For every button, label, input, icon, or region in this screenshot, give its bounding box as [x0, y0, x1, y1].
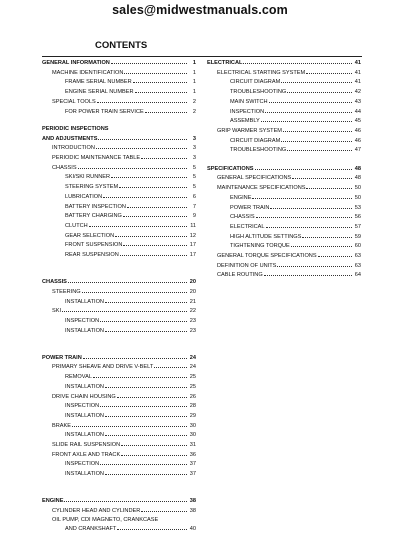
toc-entry[interactable]: [42, 231, 196, 241]
toc-entry-title: FRONT SUSPENSION: [65, 242, 123, 249]
toc-entry-title: INSPECTION: [65, 403, 100, 410]
toc-entry-title: INSTALLATION: [65, 432, 104, 439]
toc-entry[interactable]: [42, 421, 196, 431]
toc-section-heading[interactable]: [42, 277, 196, 287]
toc-page-number: 25: [189, 374, 196, 381]
toc-entry[interactable]: [42, 143, 196, 153]
toc-entry[interactable]: [207, 261, 361, 271]
toc-leader-dots: [291, 241, 352, 247]
toc-page-number: 29: [189, 412, 196, 419]
toc-entry[interactable]: [42, 182, 196, 192]
toc-leader-dots: [119, 182, 187, 188]
toc-entry-title: FRAME SERIAL NUMBER: [65, 79, 132, 86]
toc-leader-dots: [105, 430, 187, 436]
toc-leader-dots: [159, 516, 187, 521]
toc-leader-dots: [306, 183, 352, 189]
toc-page-number: 64: [354, 272, 361, 279]
toc-leader-dots: [105, 326, 187, 332]
toc-page-number: 31: [189, 442, 196, 449]
toc-page-number: 5: [192, 174, 196, 181]
toc-entry-title: CYLINDER HEAD AND CYLINDER: [52, 507, 141, 514]
toc-page-number: 24: [189, 354, 196, 361]
toc-spacer: [42, 479, 196, 488]
toc-entry[interactable]: [207, 145, 361, 155]
toc-entry-title: POWER TRAIN: [42, 354, 82, 361]
toc-leader-dots: [121, 450, 187, 456]
toc-entry-title: INTRODUCTION: [52, 145, 95, 152]
toc-leader-dots: [83, 353, 187, 359]
toc-entry[interactable]: [42, 306, 196, 316]
toc-leader-dots: [68, 277, 187, 283]
toc-entry-title: INSTALLATION: [65, 471, 104, 478]
toc-leader-dots: [269, 97, 352, 103]
toc-page-number: 57: [354, 223, 361, 230]
toc-entry[interactable]: [42, 450, 196, 460]
toc-entry-title: TROUBLESHOOTING: [230, 89, 287, 96]
toc-entry[interactable]: [207, 183, 361, 193]
toc-entry-title: MAINTENANCE SPECIFICATIONS: [217, 185, 306, 192]
toc-page-number: 20: [189, 279, 196, 286]
toc-entry-title: CHASSIS: [52, 164, 77, 171]
toc-entry-title: ENGINE: [230, 194, 252, 201]
toc-leader-dots: [97, 97, 187, 103]
toc-page-number: 63: [354, 253, 361, 260]
toc-page-number: 21: [189, 298, 196, 305]
toc-leader-dots: [145, 107, 187, 113]
toc-entry[interactable]: [207, 193, 361, 203]
toc-leader-dots: [93, 372, 187, 378]
toc-leader-dots: [127, 202, 187, 208]
toc-entry-title: FRONT AXLE AND TRACK: [52, 451, 121, 458]
toc-entry-title: STEERING SYSTEM: [65, 184, 119, 191]
toc-spacer: [207, 155, 361, 164]
toc-leader-dots: [78, 163, 187, 169]
toc-entry[interactable]: [42, 250, 196, 260]
toc-leader-dots: [252, 193, 352, 199]
toc-entry[interactable]: [42, 107, 196, 117]
toc-page-number: 1: [192, 69, 196, 76]
toc-entry-title: TIGHTENING TORQUE: [230, 243, 290, 250]
toc-entry[interactable]: [207, 270, 361, 280]
toc-entry-title: REAR SUSPENSION: [65, 252, 119, 259]
toc-leader-dots: [266, 222, 352, 228]
toc-entry[interactable]: [207, 251, 361, 261]
toc-left-column: [42, 58, 196, 534]
toc-entry-title: REMOVAL: [65, 374, 92, 381]
toc-leader-dots: [133, 77, 187, 83]
toc-entry[interactable]: [42, 516, 196, 525]
toc-page-number: 37: [189, 461, 196, 468]
toc-leader-dots: [277, 261, 352, 267]
toc-leader-dots: [243, 58, 352, 64]
toc-entry[interactable]: [42, 172, 196, 182]
toc-page-number: 56: [354, 214, 361, 221]
toc-leader-dots: [287, 145, 352, 151]
toc-entry-title: INSTALLATION: [65, 298, 104, 305]
toc-entry[interactable]: [42, 97, 196, 107]
toc-entry-title: CIRCUIT DIAGRAM: [230, 137, 281, 144]
toc-entry[interactable]: [42, 469, 196, 479]
toc-page-number: 5: [192, 164, 196, 171]
toc-leader-dots: [120, 250, 187, 256]
toc-entry[interactable]: [42, 326, 196, 336]
toc-page-number: 20: [189, 288, 196, 295]
toc-section-heading[interactable]: [42, 58, 196, 68]
toc-entry-title: INSPECTION: [65, 461, 100, 468]
toc-page-number: 46: [354, 137, 361, 144]
toc-leader-dots: [121, 440, 187, 446]
toc-page-number: 9: [192, 213, 196, 220]
toc-leader-dots: [306, 68, 352, 74]
toc-entry[interactable]: [42, 163, 196, 173]
toc-spacer: [42, 488, 196, 497]
toc-leader-dots: [255, 164, 352, 170]
toc-page-number: 41: [354, 79, 361, 86]
toc-entry-title: OIL PUMP, CDI MAGNETO, CRANKCASE: [52, 516, 159, 523]
toc-page-number: 48: [354, 175, 361, 182]
toc-entry[interactable]: [42, 440, 196, 450]
toc-entry-title: SPECIAL TOOLS: [52, 98, 96, 105]
toc-entry[interactable]: [207, 241, 361, 251]
toc-entry-title: ENGINE: [42, 498, 64, 505]
toc-entry-title: PERIODIC MAINTENANCE TABLE: [52, 155, 141, 162]
toc-entry[interactable]: [42, 240, 196, 250]
title-divider: [42, 56, 362, 57]
toc-page-number: 41: [354, 69, 361, 76]
toc-leader-dots: [117, 392, 187, 398]
toc-spacer: [42, 260, 196, 269]
toc-leader-dots: [141, 153, 187, 159]
toc-entry[interactable]: [207, 87, 361, 97]
toc-leader-dots: [105, 382, 187, 388]
toc-page-number: 53: [354, 204, 361, 211]
toc-entry[interactable]: [42, 297, 196, 307]
toc-entry[interactable]: [42, 382, 196, 392]
toc-leader-dots: [302, 232, 352, 238]
toc-page-number: 50: [354, 185, 361, 192]
toc-leader-dots: [111, 172, 187, 178]
toc-section-heading[interactable]: [207, 58, 361, 68]
toc-entry[interactable]: [42, 506, 196, 516]
toc-page-number: 17: [189, 242, 196, 249]
toc-entry-title: PERIODIC INSPECTIONS: [42, 125, 109, 132]
toc-spacer: [42, 335, 196, 344]
toc-page-number: 26: [189, 393, 196, 400]
toc-entry-title: INSTALLATION: [65, 412, 104, 419]
toc-page-number: 28: [189, 403, 196, 410]
toc-spacer: [42, 116, 196, 125]
toc-entry-title: ENGINE SERIAL NUMBER: [65, 89, 134, 96]
toc-entry-title: GENERAL INFORMATION: [42, 60, 110, 66]
toc-page-number: 50: [354, 194, 361, 201]
toc-page-number: 38: [189, 498, 196, 505]
toc-entry-title: SLIDE RAIL SUSPENSION: [52, 442, 121, 449]
header-email[interactable]: sales@midwestmanuals.com: [112, 3, 288, 17]
toc-leader-dots: [105, 411, 187, 417]
toc-leader-dots: [100, 459, 187, 465]
toc-entry[interactable]: [42, 192, 196, 202]
toc-entry[interactable]: [207, 212, 361, 222]
toc-entry-title: BATTERY CHARGING: [65, 213, 122, 220]
toc-entry[interactable]: [42, 372, 196, 382]
toc-leader-dots: [292, 173, 352, 179]
toc-leader-dots: [110, 125, 187, 130]
toc-entry-title: DRIVE CHAIN HOUSING: [52, 393, 116, 400]
toc-page-number: 3: [192, 135, 196, 142]
toc-page-number: 2: [192, 108, 196, 115]
toc-entry-title: PRIMARY SHEAVE AND DRIVE V-BELT: [52, 364, 154, 371]
toc-entry[interactable]: [42, 202, 196, 212]
toc-entry[interactable]: [42, 524, 196, 534]
toc-page-number: 22: [189, 308, 196, 315]
toc-entry[interactable]: [207, 203, 361, 213]
toc-leader-dots: [264, 270, 352, 276]
toc-page-number: 1: [192, 79, 196, 86]
toc-leader-dots: [135, 87, 188, 93]
toc-page-number: 12: [189, 232, 196, 239]
toc-entry-title: ASSEMBLY: [230, 118, 260, 125]
toc-leader-dots: [283, 126, 352, 132]
toc-entry[interactable]: [42, 411, 196, 421]
toc-entry-title: CHASSIS: [42, 279, 67, 286]
toc-page-number: 1: [192, 60, 196, 66]
toc-leader-dots: [115, 231, 187, 237]
toc-page-number: 1: [192, 89, 196, 96]
toc-leader-dots: [103, 192, 187, 198]
toc-page-number: 23: [189, 317, 196, 324]
toc-page-number: 60: [354, 243, 361, 250]
toc-entry-title: GENERAL TORQUE SPECIFICATIONS: [217, 253, 317, 260]
toc-entry[interactable]: [207, 107, 361, 117]
toc-entry-title: INSPECTION: [65, 317, 100, 324]
toc-leader-dots: [96, 143, 187, 149]
toc-entry-title: SKI: [52, 308, 62, 315]
toc-right-column: [207, 58, 361, 280]
toc-entry-title: STEERING: [52, 288, 81, 295]
toc-entry-title: ELECTRICAL: [230, 223, 265, 230]
toc-page-number: 46: [354, 127, 361, 134]
toc-entry-title: ELECTRICAL: [207, 60, 243, 66]
toc-entry[interactable]: [42, 77, 196, 87]
toc-leader-dots: [100, 401, 187, 407]
toc-page-number: 37: [189, 471, 196, 478]
toc-entry-title: FOR POWER TRAIN SERVICE: [65, 108, 144, 115]
toc-page-number: 40: [189, 526, 196, 533]
toc-entry-title: BRAKE: [52, 422, 71, 429]
toc-page-number: 23: [189, 327, 196, 334]
toc-leader-dots: [100, 316, 187, 322]
toc-leader-dots: [89, 221, 187, 227]
toc-entry-title: AND CRANKSHAFT: [65, 526, 117, 533]
toc-leader-dots: [72, 421, 187, 427]
toc-entry-title: TROUBLESHOOTING: [230, 147, 287, 154]
toc-entry-title: GRIP WARMER SYSTEM: [217, 127, 282, 134]
toc-page-number: 11: [190, 222, 196, 229]
toc-page-number: 25: [189, 383, 196, 390]
toc-entry-title: CABLE ROUTING: [217, 272, 263, 279]
toc-leader-dots: [124, 68, 187, 74]
toc-entry[interactable]: [42, 153, 196, 163]
toc-leader-dots: [64, 496, 187, 502]
toc-leader-dots: [82, 287, 187, 293]
toc-page-number: 24: [189, 364, 196, 371]
toc-leader-dots: [117, 524, 187, 530]
toc-leader-dots: [281, 77, 352, 83]
toc-entry[interactable]: [207, 232, 361, 242]
toc-page-number: 6: [192, 193, 196, 200]
toc-entry[interactable]: [42, 430, 196, 440]
toc-entry[interactable]: [42, 362, 196, 372]
toc-entry-title: CIRCUIT DIAGRAM: [230, 79, 281, 86]
toc-entry[interactable]: [207, 173, 361, 183]
toc-leader-dots: [270, 203, 352, 209]
toc-entry-title: POWER TRAIN: [230, 204, 270, 211]
toc-spacer: [42, 268, 196, 277]
toc-page-number: 47: [354, 147, 361, 154]
page-title: CONTENTS: [95, 40, 148, 51]
toc-section-heading[interactable]: [42, 125, 196, 134]
toc-page-number: 7: [192, 203, 196, 210]
toc-leader-dots: [154, 362, 187, 368]
toc-page-number: 45: [354, 118, 361, 125]
toc-entry-title: SPECIFICATIONS: [207, 165, 254, 172]
toc-entry-title: GEAR SELECTION: [65, 232, 115, 239]
toc-entry-title: INSTALLATION: [65, 327, 104, 334]
toc-page-number: 44: [354, 108, 361, 115]
toc-page-number: 59: [354, 233, 361, 240]
toc-entry[interactable]: [42, 87, 196, 97]
toc-entry[interactable]: [207, 136, 361, 146]
toc-page-number: 42: [354, 89, 361, 96]
toc-entry-title: LUBRICATION: [65, 193, 103, 200]
toc-entry[interactable]: [42, 211, 196, 221]
toc-entry-title: DEFINITION OF UNITS: [217, 262, 277, 269]
toc-entry[interactable]: [207, 77, 361, 87]
toc-leader-dots: [123, 240, 187, 246]
toc-page-number: 41: [354, 60, 361, 66]
toc-entry[interactable]: [207, 126, 361, 136]
toc-entry[interactable]: [207, 116, 361, 126]
toc-leader-dots: [98, 134, 187, 140]
toc-entry-title: INSTALLATION: [65, 383, 104, 390]
toc-entry[interactable]: [42, 287, 196, 297]
toc-leader-dots: [281, 136, 352, 142]
toc-leader-dots: [141, 506, 187, 512]
toc-section-heading[interactable]: [207, 164, 361, 174]
toc-entry[interactable]: [207, 222, 361, 232]
toc-entry-title: AND ADJUSTMENTS: [42, 135, 98, 142]
toc-entry-title: GENERAL SPECIFICATIONS: [217, 175, 292, 182]
toc-section-heading[interactable]: [42, 134, 196, 144]
toc-spacer: [42, 344, 196, 353]
toc-leader-dots: [256, 212, 352, 218]
toc-section-heading[interactable]: [42, 353, 196, 363]
toc-page-number: 2: [192, 98, 196, 105]
toc-page-number: 3: [192, 155, 196, 162]
toc-leader-dots: [105, 297, 187, 303]
toc-leader-dots: [265, 107, 352, 113]
toc-page-number: 63: [354, 262, 361, 269]
toc-entry[interactable]: [42, 392, 196, 402]
toc-leader-dots: [287, 87, 352, 93]
toc-entry-title: MAIN SWITCH: [230, 98, 268, 105]
toc-entry-title: CHASSIS: [230, 214, 255, 221]
toc-entry[interactable]: [42, 221, 196, 231]
toc-page-number: 5: [192, 184, 196, 191]
toc-page-number: 48: [354, 165, 361, 172]
toc-entry-title: HIGH ALTITUDE SETTINGS: [230, 233, 302, 240]
toc-entry-title: ELECTRICAL STARTING SYSTEM: [217, 69, 306, 76]
toc-entry[interactable]: [207, 97, 361, 107]
toc-entry[interactable]: [42, 401, 196, 411]
toc-entry-title: BATTERY INSPECTION: [65, 203, 126, 210]
toc-entry[interactable]: [42, 459, 196, 469]
toc-leader-dots: [111, 58, 187, 64]
toc-entry-title: INSPECTION: [230, 108, 265, 115]
toc-entry[interactable]: [42, 68, 196, 78]
toc-leader-dots: [62, 306, 187, 312]
toc-entry-title: MACHINE IDENTIFICATION: [52, 69, 124, 76]
toc-leader-dots: [261, 116, 352, 122]
toc-entry-title: CLUTCH: [65, 222, 88, 229]
toc-page-number: 3: [192, 145, 196, 152]
toc-section-heading[interactable]: [42, 496, 196, 506]
toc-leader-dots: [318, 251, 352, 257]
toc-entry[interactable]: [42, 316, 196, 326]
toc-page-number: 30: [189, 422, 196, 429]
toc-page-number: 38: [189, 507, 196, 514]
toc-leader-dots: [105, 469, 187, 475]
toc-entry-title: SKI/SKI RUNNER: [65, 174, 111, 181]
toc-page-number: 43: [354, 98, 361, 105]
toc-entry[interactable]: [207, 68, 361, 78]
toc-page-number: 17: [189, 252, 196, 259]
toc-page-number: 30: [189, 432, 196, 439]
toc-leader-dots: [123, 211, 187, 217]
toc-page-number: 36: [189, 451, 196, 458]
